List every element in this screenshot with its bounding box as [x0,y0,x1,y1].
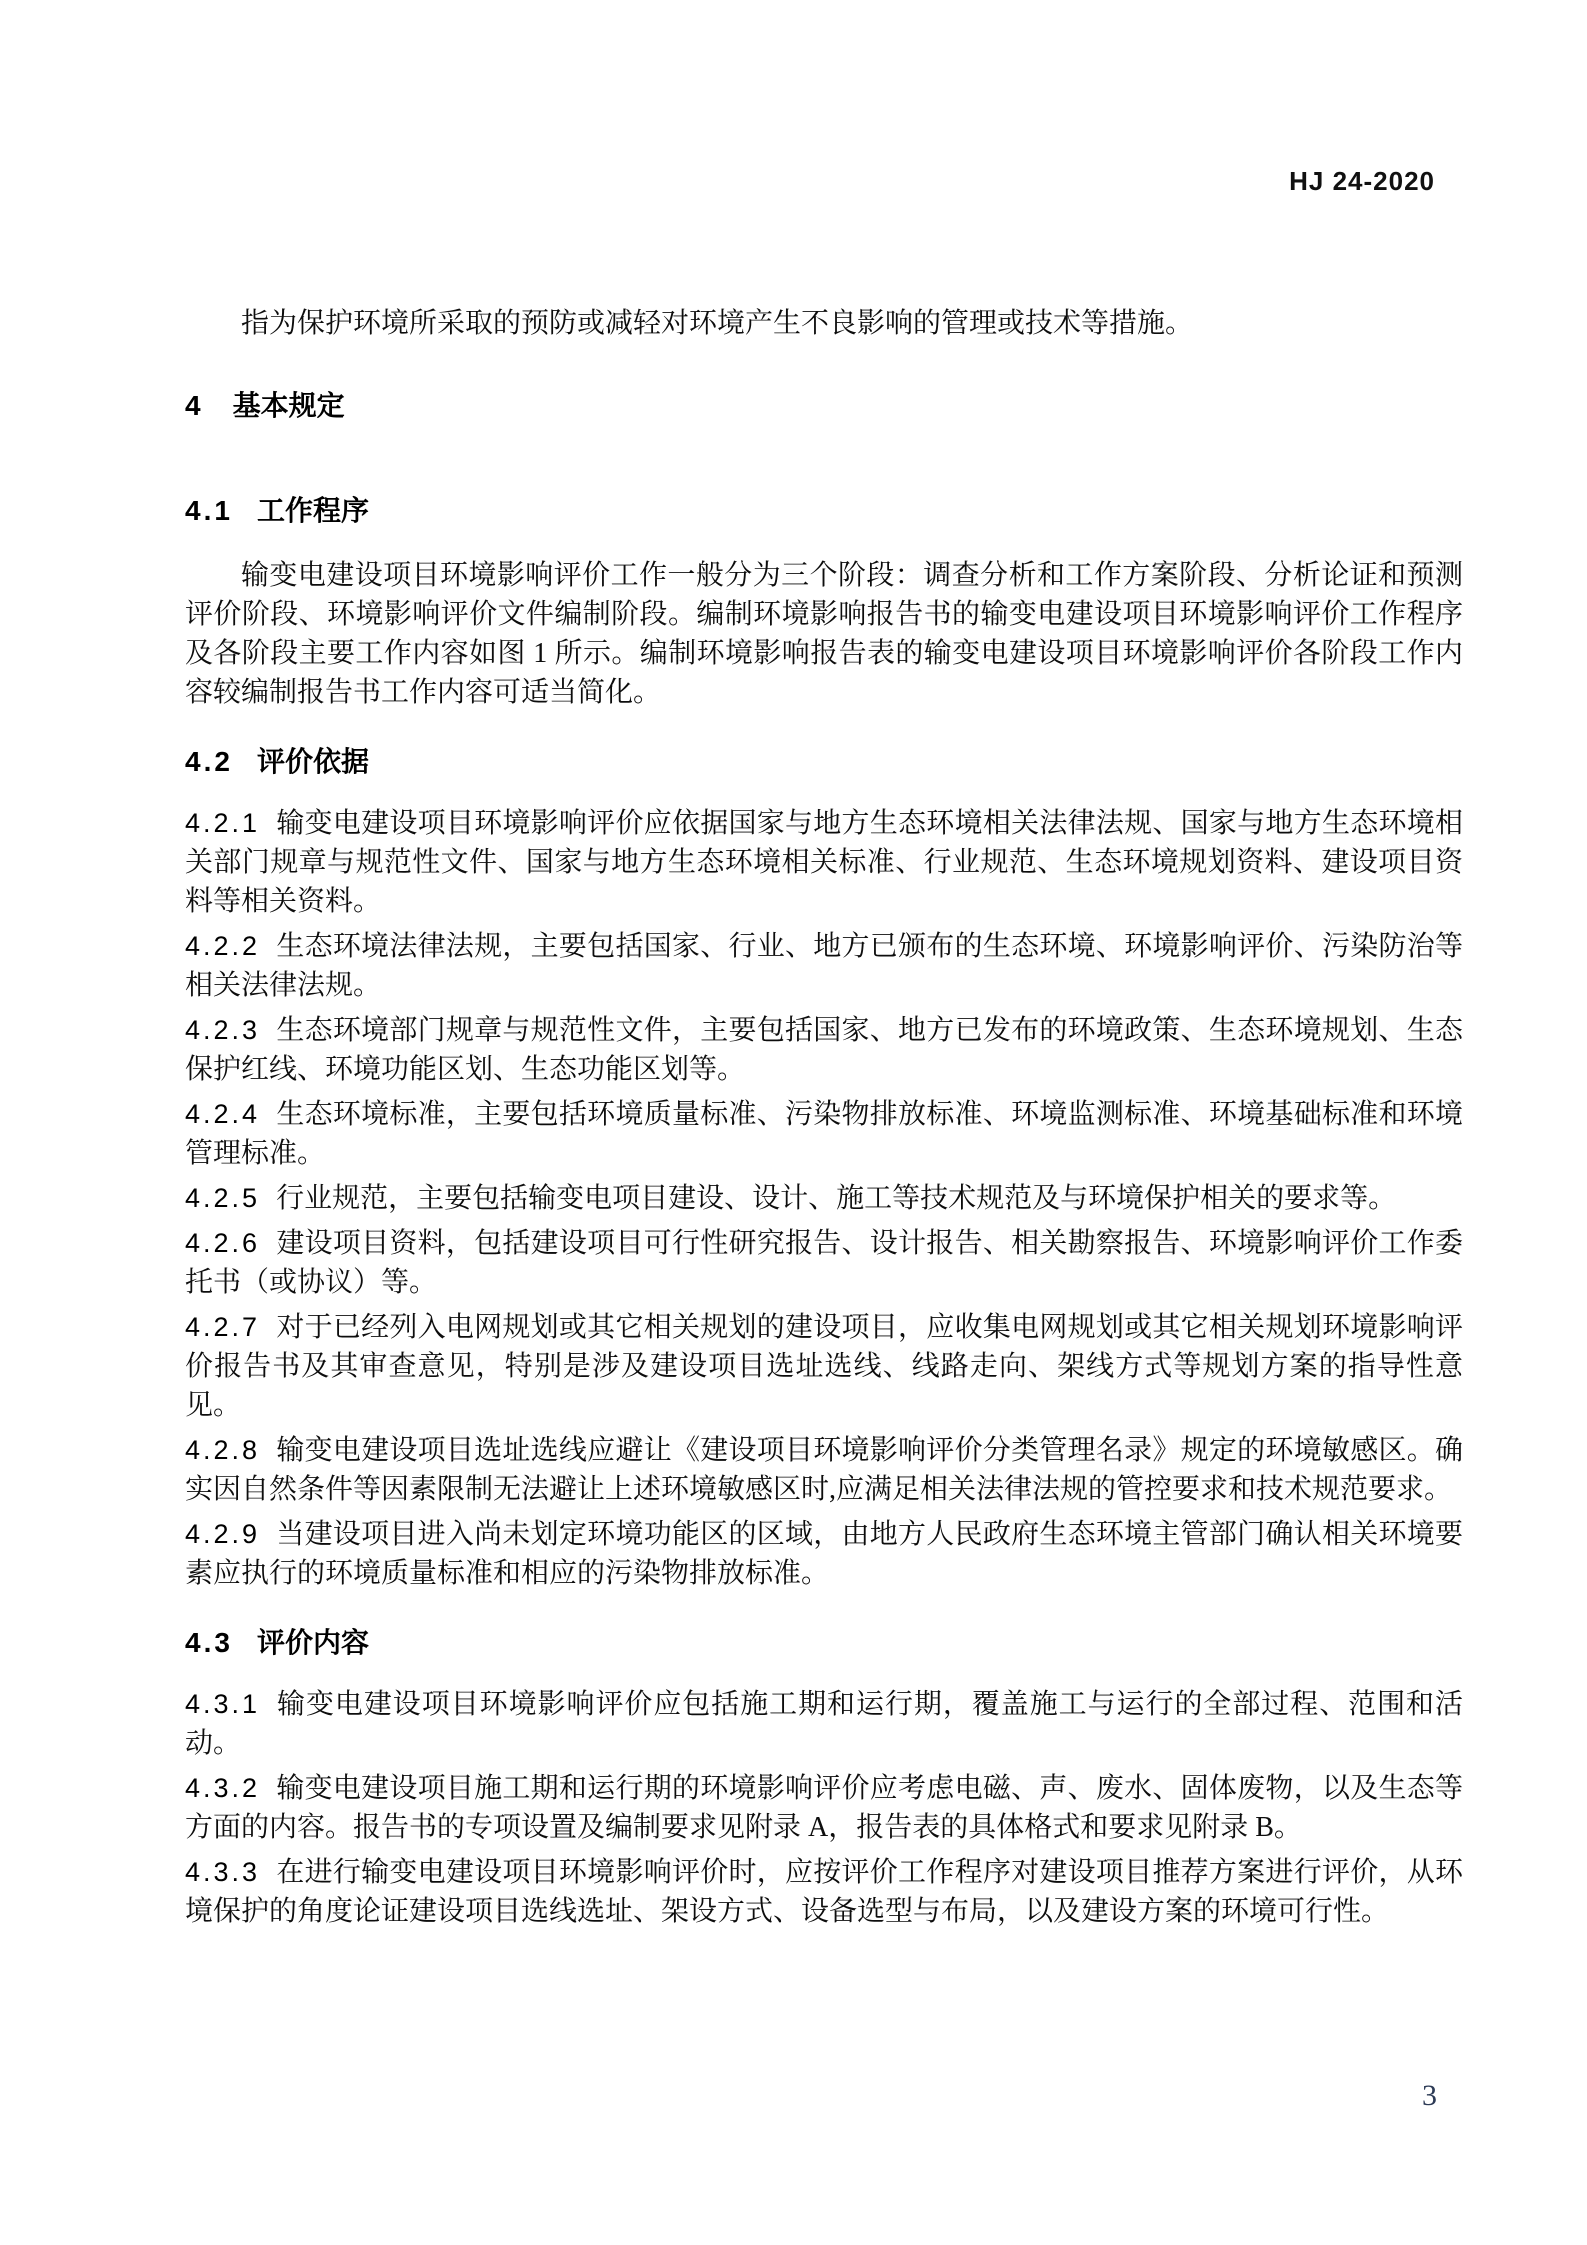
clause-text: 输变电建设项目环境影响评价应包括施工期和运行期，覆盖施工与运行的全部过程、范围和活动。 [185,1689,1463,1759]
section-title: 工作程序 [256,495,369,526]
clause-text: 生态环境部门规章与规范性文件，主要包括国家、地方已发布的环境政策、生态环境规划、生态保护红线、环境功能区划、生态功能区划等。 [185,1015,1463,1085]
clause-number: 4.3.2 [185,1773,261,1803]
clause-text: 建设项目资料，包括建设项目可行性研究报告、设计报告、相关勘察报告、环境影响评价工作委托书（或协议）等。 [185,1228,1463,1298]
clause-number: 4.2.3 [185,1015,261,1045]
section-heading-4-2 [185,742,1463,781]
chapter-heading [185,386,1463,425]
section-number: 4.2 [185,746,233,777]
clause-text: 生态环境标准，主要包括环境质量标准、污染物排放标准、环境监测标准、环境基础标准和环境管理标准。 [185,1099,1463,1169]
clause-text: 在进行输变电建设项目环境影响评价时，应按评价工作程序对建设项目推荐方案进行评价，从环境保护的角度论证建设项目选线选址、架设方式、设备选型与布局，以及建设方案的环境可行性。 [185,1857,1463,1927]
page-number: 3 [1422,2079,1437,2112]
clause-number: 4.2.4 [185,1099,261,1129]
clause-text: 行业规范，主要包括输变电项目建设、设计、施工等技术规范及与环境保护相关的要求等。 [276,1183,1397,1214]
clause-4-3-1 [185,1685,1463,1763]
clause-4-2-2 [185,927,1463,1005]
clause-number: 4.2.7 [185,1312,261,1342]
clause-text: 当建设项目进入尚未划定环境功能区的区域，由地方人民政府生态环境主管部门确认相关环境要素应执行的环境质量标准和相应的污染物排放标准。 [185,1519,1463,1589]
clause-4-2-9 [185,1515,1463,1593]
intro-paragraph: 指为保护环境所采取的预防或减轻对环境产生不良影响的管理或技术等措施。 [241,308,1194,339]
clause-4-3-3 [185,1853,1463,1931]
clause-number: 4.3.3 [185,1857,261,1887]
clause-4-2-5 [185,1179,1463,1218]
section-heading-4-1 [185,491,1463,530]
clause-number: 4.3.1 [185,1689,261,1719]
chapter-number: 4 [185,390,203,421]
clause-number: 4.2.2 [185,931,261,961]
clause-4-2-7 [185,1308,1463,1425]
section-number: 4.3 [185,1627,233,1658]
clause-text: 输变电建设项目施工期和运行期的环境影响评价应考虑电磁、声、废水、固体废物，以及生态等方面的内容。报告书的专项设置及编制要求见附录 A，报告表的具体格式和要求见附录 B。 [185,1773,1463,1843]
running-header-standard-code: HJ 24-2020 [1289,166,1435,196]
clause-4-2-8 [185,1431,1463,1509]
clause-4-3-2 [185,1769,1463,1847]
clause-number: 4.2.5 [185,1183,261,1213]
clause-number: 4.2.9 [185,1519,261,1549]
page-content [185,0,1463,1931]
clause-4-2-1 [185,804,1463,921]
clause-4-2-4 [185,1095,1463,1173]
section-title: 评价依据 [256,746,369,777]
clause-text: 对于已经列入电网规划或其它相关规划的建设项目，应收集电网规划或其它相关规划环境影响评价报告书及其审查意见，特别是涉及建设项目选址选线、线路走向、架线方式等规划方案的指导性意见。 [185,1312,1463,1421]
section-number: 4.1 [185,495,233,526]
section-heading-4-3 [185,1623,1463,1662]
clause-number: 4.2.8 [185,1435,261,1465]
clause-number: 4.2.1 [185,808,261,838]
clause-text: 输变电建设项目选址选线应避让《建设项目环境影响评价分类管理名录》规定的环境敏感区。确实因自然条件等因素限制无法避让上述环境敏感区时,应满足相关法律法规的管控要求和技术规范要求。 [185,1435,1463,1505]
clause-text: 生态环境法律法规，主要包括国家、行业、地方已颁布的生态环境、环境影响评价、污染防治等相关法律法规。 [185,931,1463,1001]
clause-number: 4.2.6 [185,1228,261,1258]
section-4-1-paragraph: 输变电建设项目环境影响评价工作一般分为三个阶段：调查分析和工作方案阶段、分析论证和预测评价阶段、环境影响评价文件编制阶段。编制环境影响报告书的输变电建设项目环境影响评价工作程序及各阶段主要工作内容如图 1 所示。编制环境影响报告表的输变电建设项目环境影响评价各阶段工作内容较编制报告书工作内容可适当简化。 [185,560,1463,708]
chapter-title: 基本规定 [232,390,345,421]
clause-4-2-3 [185,1011,1463,1089]
clause-4-2-6 [185,1224,1463,1302]
clause-text: 输变电建设项目环境影响评价应依据国家与地方生态环境相关法律法规、国家与地方生态环境相关部门规章与规范性文件、国家与地方生态环境相关标准、行业规范、生态环境规划资料、建设项目资料等相关资料。 [185,808,1463,917]
section-title: 评价内容 [256,1627,369,1658]
